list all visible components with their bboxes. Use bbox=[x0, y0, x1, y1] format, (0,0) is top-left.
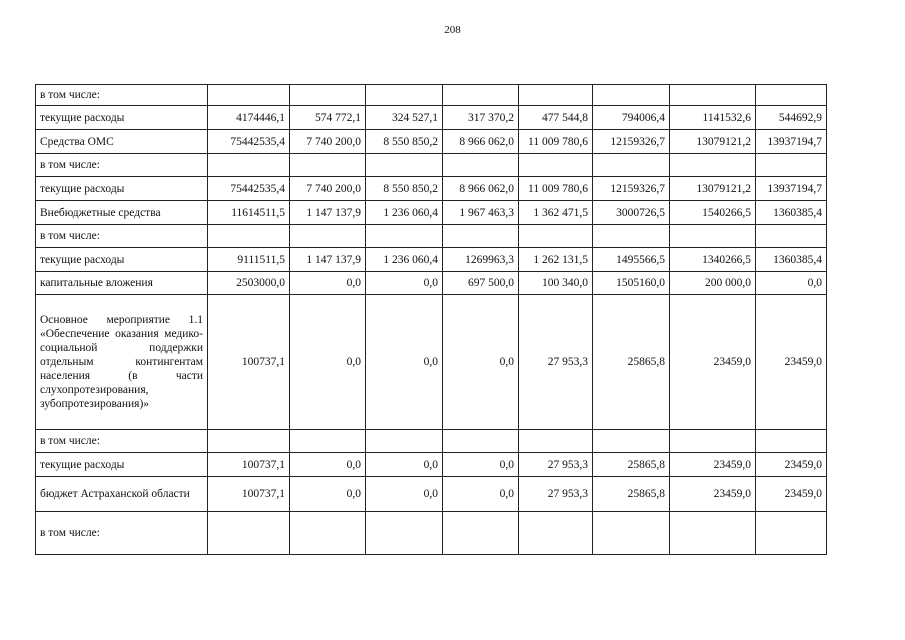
table-row bbox=[36, 512, 827, 555]
cell-value: 23459,0 bbox=[670, 453, 756, 477]
row-label: капитальные вложения bbox=[36, 272, 208, 295]
cell-value: 11 009 780,6 bbox=[519, 177, 593, 201]
row-label: в том числе: bbox=[36, 85, 208, 106]
cell-value: 13079121,2 bbox=[670, 177, 756, 201]
cell-value: 1 147 137,9 bbox=[290, 201, 366, 225]
cell-value bbox=[670, 154, 756, 177]
cell-value: 1 236 060,4 bbox=[366, 201, 443, 225]
cell-value bbox=[519, 512, 593, 555]
cell-value: 100 340,0 bbox=[519, 272, 593, 295]
cell-value bbox=[593, 154, 670, 177]
cell-value: 1360385,4 bbox=[756, 248, 827, 272]
cell-value: 0,0 bbox=[443, 477, 519, 512]
cell-value: 23459,0 bbox=[670, 295, 756, 430]
cell-value bbox=[519, 225, 593, 248]
cell-value: 4174446,1 bbox=[208, 106, 290, 130]
row-label: бюджет Астраханской области bbox=[36, 477, 208, 512]
row-label: Основное мероприятие 1.1 «Обеспечение оказания медико-социальной поддержки отдельным контингентам населения (в части слухопротезирования, зубопротезирования)» bbox=[36, 295, 208, 430]
cell-value: 8 966 062,0 bbox=[443, 177, 519, 201]
table-row bbox=[36, 477, 827, 512]
cell-value: 0,0 bbox=[443, 295, 519, 430]
cell-value: 0,0 bbox=[443, 453, 519, 477]
cell-value bbox=[670, 512, 756, 555]
cell-value bbox=[519, 154, 593, 177]
cell-value: 1269963,3 bbox=[443, 248, 519, 272]
cell-value bbox=[519, 430, 593, 453]
cell-value bbox=[519, 85, 593, 106]
table-row bbox=[36, 295, 827, 430]
cell-value bbox=[366, 154, 443, 177]
cell-value: 794006,4 bbox=[593, 106, 670, 130]
cell-value: 7 740 200,0 bbox=[290, 177, 366, 201]
cell-value: 0,0 bbox=[366, 272, 443, 295]
cell-value: 13079121,2 bbox=[670, 130, 756, 154]
cell-value: 1540266,5 bbox=[670, 201, 756, 225]
cell-value: 1 236 060,4 bbox=[366, 248, 443, 272]
table-row bbox=[36, 154, 827, 177]
cell-value: 75442535,4 bbox=[208, 130, 290, 154]
cell-value bbox=[443, 512, 519, 555]
cell-value bbox=[290, 154, 366, 177]
cell-value bbox=[208, 512, 290, 555]
cell-value bbox=[593, 85, 670, 106]
row-label: в том числе: bbox=[36, 225, 208, 248]
cell-value: 0,0 bbox=[290, 295, 366, 430]
cell-value bbox=[670, 430, 756, 453]
cell-value: 12159326,7 bbox=[593, 130, 670, 154]
cell-value bbox=[366, 512, 443, 555]
row-label: в том числе: bbox=[36, 430, 208, 453]
cell-value: 8 550 850,2 bbox=[366, 130, 443, 154]
page-number: 208 bbox=[444, 24, 461, 36]
cell-value: 3000726,5 bbox=[593, 201, 670, 225]
cell-value: 2503000,0 bbox=[208, 272, 290, 295]
cell-value bbox=[366, 225, 443, 248]
row-label: Внебюджетные средства bbox=[36, 201, 208, 225]
cell-value: 12159326,7 bbox=[593, 177, 670, 201]
table-row bbox=[36, 106, 827, 130]
cell-value bbox=[443, 154, 519, 177]
cell-value bbox=[756, 85, 827, 106]
table-row bbox=[36, 201, 827, 225]
cell-value bbox=[756, 512, 827, 555]
cell-value: 100737,1 bbox=[208, 295, 290, 430]
table-body bbox=[36, 85, 827, 555]
cell-value: 23459,0 bbox=[756, 295, 827, 430]
table-row bbox=[36, 85, 827, 106]
cell-value: 1 262 131,5 bbox=[519, 248, 593, 272]
cell-value bbox=[593, 512, 670, 555]
cell-value: 1 147 137,9 bbox=[290, 248, 366, 272]
table-row bbox=[36, 177, 827, 201]
row-label: в том числе: bbox=[36, 154, 208, 177]
cell-value: 0,0 bbox=[290, 272, 366, 295]
cell-value: 1340266,5 bbox=[670, 248, 756, 272]
cell-value: 0,0 bbox=[366, 295, 443, 430]
cell-value: 7 740 200,0 bbox=[290, 130, 366, 154]
cell-value bbox=[290, 512, 366, 555]
cell-value: 477 544,8 bbox=[519, 106, 593, 130]
cell-value: 0,0 bbox=[290, 477, 366, 512]
cell-value bbox=[208, 430, 290, 453]
cell-value bbox=[290, 85, 366, 106]
cell-value: 574 772,1 bbox=[290, 106, 366, 130]
cell-value: 25865,8 bbox=[593, 295, 670, 430]
cell-value: 0,0 bbox=[366, 477, 443, 512]
row-label: Средства ОМС bbox=[36, 130, 208, 154]
table-row bbox=[36, 272, 827, 295]
cell-value: 0,0 bbox=[366, 453, 443, 477]
table-row bbox=[36, 130, 827, 154]
cell-value bbox=[756, 154, 827, 177]
cell-value: 100737,1 bbox=[208, 453, 290, 477]
cell-value: 1 362 471,5 bbox=[519, 201, 593, 225]
cell-value bbox=[670, 225, 756, 248]
cell-value bbox=[756, 225, 827, 248]
cell-value: 200 000,0 bbox=[670, 272, 756, 295]
cell-value bbox=[593, 225, 670, 248]
cell-value: 1 967 463,3 bbox=[443, 201, 519, 225]
cell-value bbox=[366, 430, 443, 453]
row-label: текущие расходы bbox=[36, 177, 208, 201]
cell-value: 25865,8 bbox=[593, 453, 670, 477]
cell-value: 544692,9 bbox=[756, 106, 827, 130]
cell-value: 1141532,6 bbox=[670, 106, 756, 130]
cell-value: 100737,1 bbox=[208, 477, 290, 512]
cell-value: 0,0 bbox=[290, 453, 366, 477]
cell-value: 8 550 850,2 bbox=[366, 177, 443, 201]
cell-value: 8 966 062,0 bbox=[443, 130, 519, 154]
cell-value: 1360385,4 bbox=[756, 201, 827, 225]
cell-value: 27 953,3 bbox=[519, 477, 593, 512]
cell-value bbox=[290, 225, 366, 248]
cell-value: 23459,0 bbox=[756, 453, 827, 477]
cell-value bbox=[593, 430, 670, 453]
row-label: текущие расходы bbox=[36, 453, 208, 477]
table-row bbox=[36, 430, 827, 453]
cell-value: 11 009 780,6 bbox=[519, 130, 593, 154]
cell-value bbox=[443, 85, 519, 106]
cell-value: 27 953,3 bbox=[519, 453, 593, 477]
cell-value: 23459,0 bbox=[756, 477, 827, 512]
cell-value: 13937194,7 bbox=[756, 130, 827, 154]
cell-value: 697 500,0 bbox=[443, 272, 519, 295]
cell-value: 23459,0 bbox=[670, 477, 756, 512]
cell-value: 1495566,5 bbox=[593, 248, 670, 272]
cell-value bbox=[208, 85, 290, 106]
cell-value: 25865,8 bbox=[593, 477, 670, 512]
cell-value bbox=[443, 225, 519, 248]
cell-value: 11614511,5 bbox=[208, 201, 290, 225]
row-label: текущие расходы bbox=[36, 248, 208, 272]
row-label: в том числе: bbox=[36, 512, 208, 555]
cell-value: 317 370,2 bbox=[443, 106, 519, 130]
table-row bbox=[36, 248, 827, 272]
cell-value: 27 953,3 bbox=[519, 295, 593, 430]
cell-value: 9111511,5 bbox=[208, 248, 290, 272]
cell-value bbox=[443, 430, 519, 453]
cell-value: 75442535,4 bbox=[208, 177, 290, 201]
cell-value: 1505160,0 bbox=[593, 272, 670, 295]
cell-value: 324 527,1 bbox=[366, 106, 443, 130]
row-label: текущие расходы bbox=[36, 106, 208, 130]
cell-value bbox=[670, 85, 756, 106]
cell-value: 0,0 bbox=[756, 272, 827, 295]
cell-value bbox=[756, 430, 827, 453]
cell-value bbox=[208, 225, 290, 248]
cell-value bbox=[290, 430, 366, 453]
table-row bbox=[36, 453, 827, 477]
cell-value: 13937194,7 bbox=[756, 177, 827, 201]
cell-value bbox=[366, 85, 443, 106]
table-row bbox=[36, 225, 827, 248]
cell-value bbox=[208, 154, 290, 177]
budget-table bbox=[35, 84, 827, 555]
